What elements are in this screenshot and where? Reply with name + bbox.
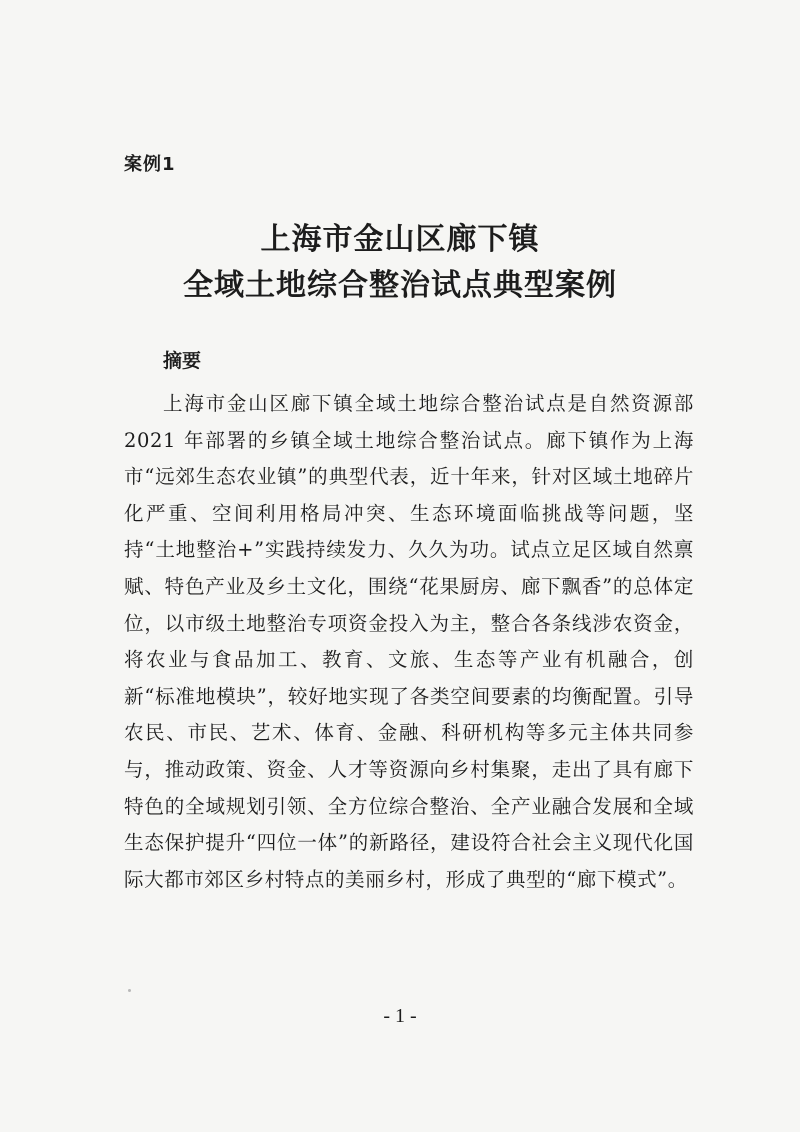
title-line-1: 上海市金山区廊下镇 xyxy=(260,222,540,257)
abstract-heading: 摘要 xyxy=(163,350,202,372)
title-line-2: 全域土地综合整治试点典型案例 xyxy=(183,268,617,303)
page-number: - 1 - xyxy=(383,1005,417,1027)
scan-speck xyxy=(128,989,131,992)
abstract-paragraph: 上海市金山区廊下镇全域土地综合整治试点是自然资源部 2021 年部署的乡镇全域土地综合整治试点。廊下镇作为上海市“远郊生态农业镇”的典型代表，近十年来，针对区域土地碎片化严重、空间利用格局冲突、生态环境面临挑战等问题，坚持“土地整治+”实践持续发力、久久为功。试点立足区域自然禀赋、特色产业及乡土文化，围绕“花果厨房、廊下飘香”的总体定位，以市级土地整治专项资金投入为主，整合各条线涉农资金，将农业与食品加工、教育、文旅、生态等产业有机融合，创新“标准地模块”，较好地实现了各类空间要素的均衡配置。引导农民、市民、艺术、体育、金融、科研机构等多元主体共同参与，推动政策、资金、人才等资源向乡村集聚，走出了具有廊下特色的全域规划引领、全方位综合整治、全产业融合发展和全域生态保护提升“四位一体”的新路径，建设符合社会主义现代化国际大都市郊区乡村特点的美丽乡村，形成了典型的“廊下模式”。 xyxy=(124,392,694,891)
case-label: 案例1 xyxy=(124,154,176,175)
